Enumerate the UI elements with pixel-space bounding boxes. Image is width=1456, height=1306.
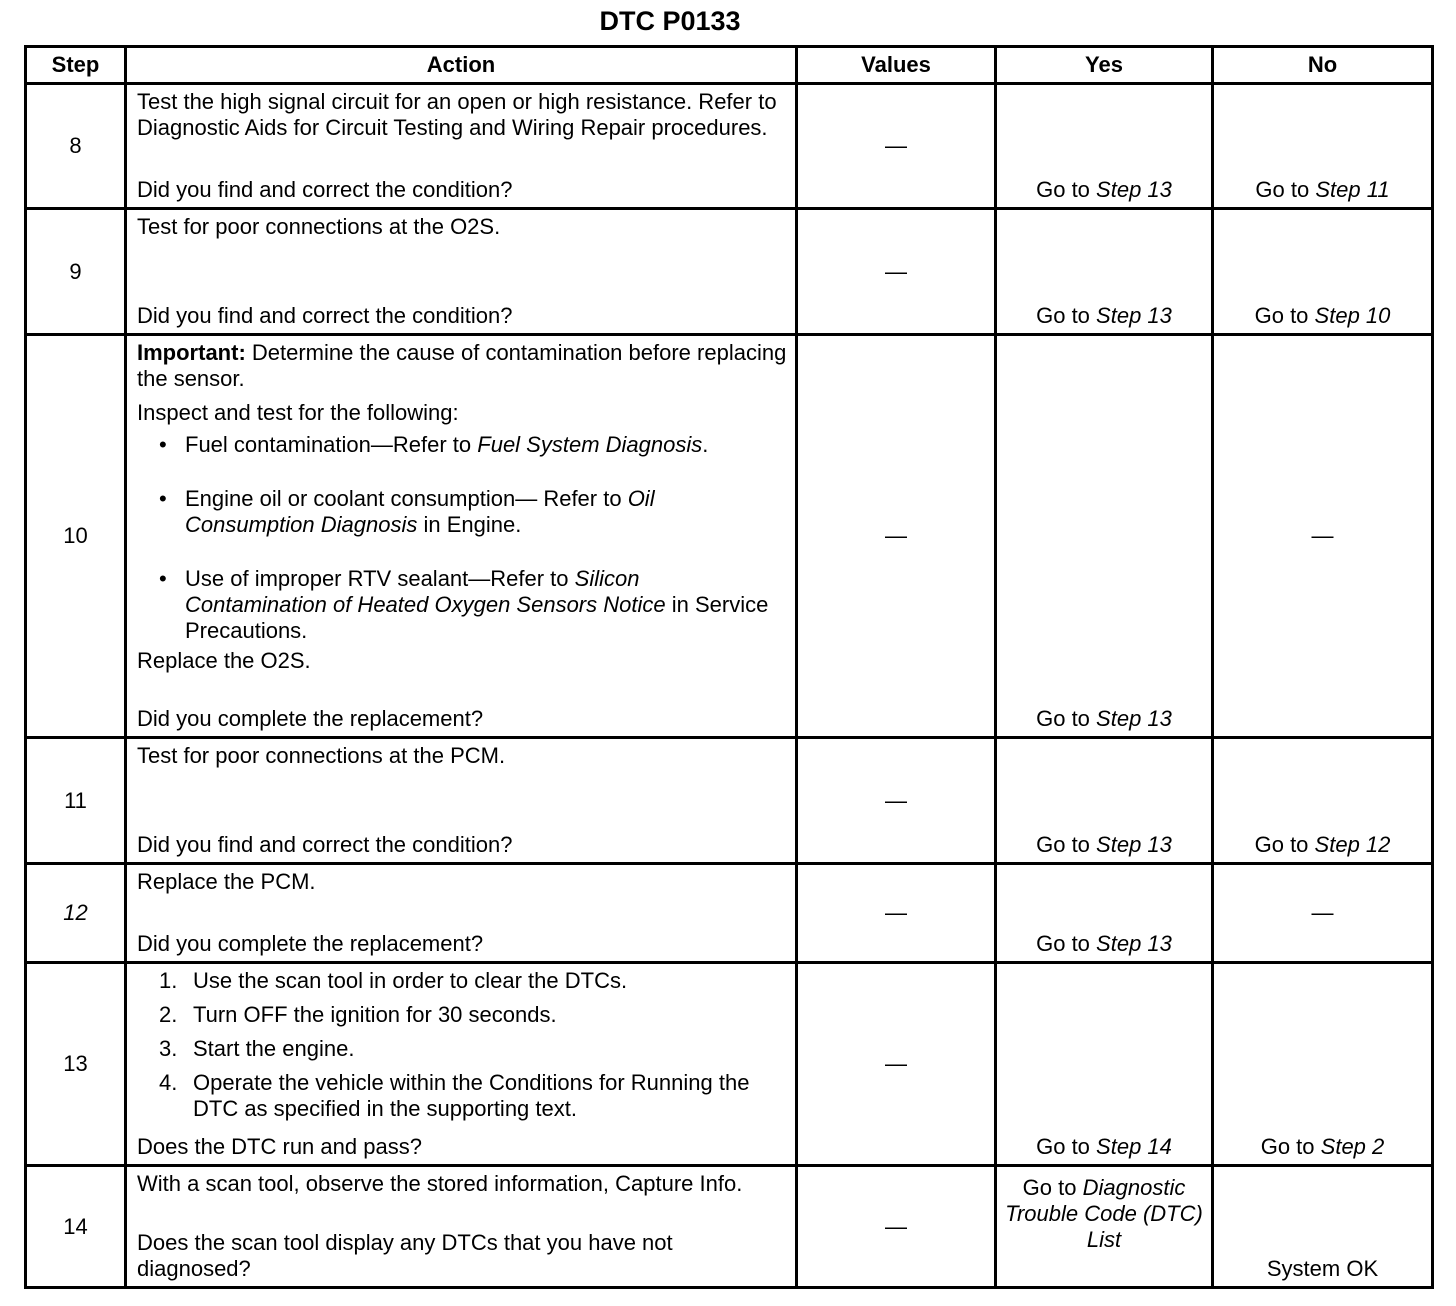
values-cell: — bbox=[797, 209, 996, 335]
values-cell: — bbox=[797, 84, 996, 209]
table-header-row bbox=[26, 47, 1433, 84]
list-item: • Engine oil or coolant consumption— Refer to Oil Consumption Diagnosis in Engine. bbox=[159, 486, 787, 538]
action-text: Test for poor connections at the O2S. bbox=[137, 214, 501, 239]
action-question: Did you find and correct the condition? bbox=[137, 177, 513, 202]
inspect-text: Inspect and test for the following: bbox=[137, 400, 459, 425]
yes-link[interactable]: Step 13 bbox=[1096, 832, 1172, 857]
important-note: Important: Determine the cause of contamination before replacing the sensor. bbox=[137, 340, 787, 391]
no-cell: Go to Step 10 bbox=[1213, 209, 1433, 335]
yes-link[interactable]: Step 13 bbox=[1096, 931, 1172, 956]
action-cell bbox=[126, 864, 797, 963]
step-number: 9 bbox=[26, 209, 126, 335]
table-row bbox=[26, 209, 1433, 335]
yes-cell: Go to Step 13 bbox=[996, 738, 1213, 864]
list-item: 1. Use the scan tool in order to clear the DTCs. bbox=[159, 968, 628, 993]
no-link[interactable]: Step 10 bbox=[1314, 303, 1391, 328]
action-text: With a scan tool, observe the stored information, Capture Info. bbox=[137, 1171, 743, 1196]
action-cell bbox=[126, 738, 797, 864]
values-cell: — bbox=[797, 1166, 996, 1288]
action-cell bbox=[126, 963, 797, 1166]
values-cell: — bbox=[797, 864, 996, 963]
table-row bbox=[26, 335, 1433, 738]
diagnostic-table bbox=[24, 45, 1434, 1289]
yes-link[interactable]: Step 13 bbox=[1096, 177, 1172, 202]
no-cell: — bbox=[1213, 864, 1433, 963]
header-yes: Yes bbox=[996, 47, 1213, 84]
action-cell bbox=[126, 209, 797, 335]
yes-cell: Go to Step 13 bbox=[996, 84, 1213, 209]
action-question: Did you complete the replacement? bbox=[137, 931, 484, 956]
list-item: 3. Start the engine. bbox=[159, 1036, 355, 1061]
yes-cell: Go to Step 13 bbox=[996, 864, 1213, 963]
action-question: Does the scan tool display any DTCs that you have not diagnosed? bbox=[137, 1230, 673, 1281]
step-number: 13 bbox=[26, 963, 126, 1166]
yes-link[interactable]: Step 14 bbox=[1096, 1134, 1172, 1159]
yes-cell: Go to Step 13 bbox=[996, 209, 1213, 335]
yes-link[interactable]: Diagnostic Trouble Code (DTC) List bbox=[1005, 1175, 1203, 1252]
yes-cell: Go to Diagnostic Trouble Code (DTC) List bbox=[996, 1166, 1213, 1288]
action-question: Did you complete the replacement? bbox=[137, 706, 484, 731]
action-cell bbox=[126, 84, 797, 209]
values-cell: — bbox=[797, 738, 996, 864]
no-cell: System OK bbox=[1213, 1166, 1433, 1288]
table-row bbox=[26, 864, 1433, 963]
step-number: 12 bbox=[26, 864, 126, 963]
values-cell: — bbox=[797, 963, 996, 1166]
action-cell bbox=[126, 335, 797, 738]
no-link[interactable]: Step 12 bbox=[1314, 832, 1391, 857]
step-number: 10 bbox=[26, 335, 126, 738]
step-number: 11 bbox=[26, 738, 126, 864]
yes-link[interactable]: Step 13 bbox=[1096, 706, 1172, 731]
no-cell: — bbox=[1213, 335, 1433, 738]
step-number: 8 bbox=[26, 84, 126, 209]
no-cell: Go to Step 2 bbox=[1213, 963, 1433, 1166]
no-link[interactable]: Step 2 bbox=[1320, 1134, 1385, 1159]
action-text: Test for poor connections at the PCM. bbox=[137, 743, 506, 768]
header-action: Action bbox=[126, 47, 797, 84]
action-question: Did you find and correct the condition? bbox=[137, 303, 513, 328]
action-text: Replace the PCM. bbox=[137, 869, 316, 894]
no-link[interactable]: Step 11 bbox=[1315, 177, 1390, 202]
action-text: Test the high signal circuit for an open or high resistance. Refer to Diagnostic Aids for Circuit Testing and Wiring Repair procedures. bbox=[137, 89, 777, 140]
header-values: Values bbox=[797, 47, 996, 84]
no-cell: Go to Step 11 bbox=[1213, 84, 1433, 209]
table-row bbox=[26, 963, 1433, 1166]
action-question: Did you find and correct the condition? bbox=[137, 832, 513, 857]
action-cell bbox=[126, 1166, 797, 1288]
yes-link[interactable]: Step 13 bbox=[1096, 303, 1172, 328]
replace-text: Replace the O2S. bbox=[137, 648, 311, 673]
header-step: Step bbox=[26, 47, 126, 84]
list-item: • Fuel contamination—Refer to Fuel System Diagnosis. bbox=[159, 432, 787, 458]
yes-cell: Go to Step 14 bbox=[996, 963, 1213, 1166]
action-question: Does the DTC run and pass? bbox=[137, 1134, 422, 1159]
no-cell: Go to Step 12 bbox=[1213, 738, 1433, 864]
list-item: 4. Operate the vehicle within the Conditions for Running the DTC as specified in the supporting text. bbox=[159, 1070, 750, 1121]
yes-cell: Go to Step 13 bbox=[996, 335, 1213, 738]
table-row bbox=[26, 1166, 1433, 1288]
table-row bbox=[26, 84, 1433, 209]
list-item: • Use of improper RTV sealant—Refer to Silicon Contamination of Heated Oxygen Sensors Notice in Service Precautions. bbox=[159, 566, 787, 644]
page-title: DTC P0133 bbox=[599, 6, 741, 36]
list-item: 2. Turn OFF the ignition for 30 seconds. bbox=[159, 1002, 557, 1027]
header-no: No bbox=[1213, 47, 1433, 84]
values-cell: — bbox=[797, 335, 996, 738]
table-row bbox=[26, 738, 1433, 864]
step-number: 14 bbox=[26, 1166, 126, 1288]
